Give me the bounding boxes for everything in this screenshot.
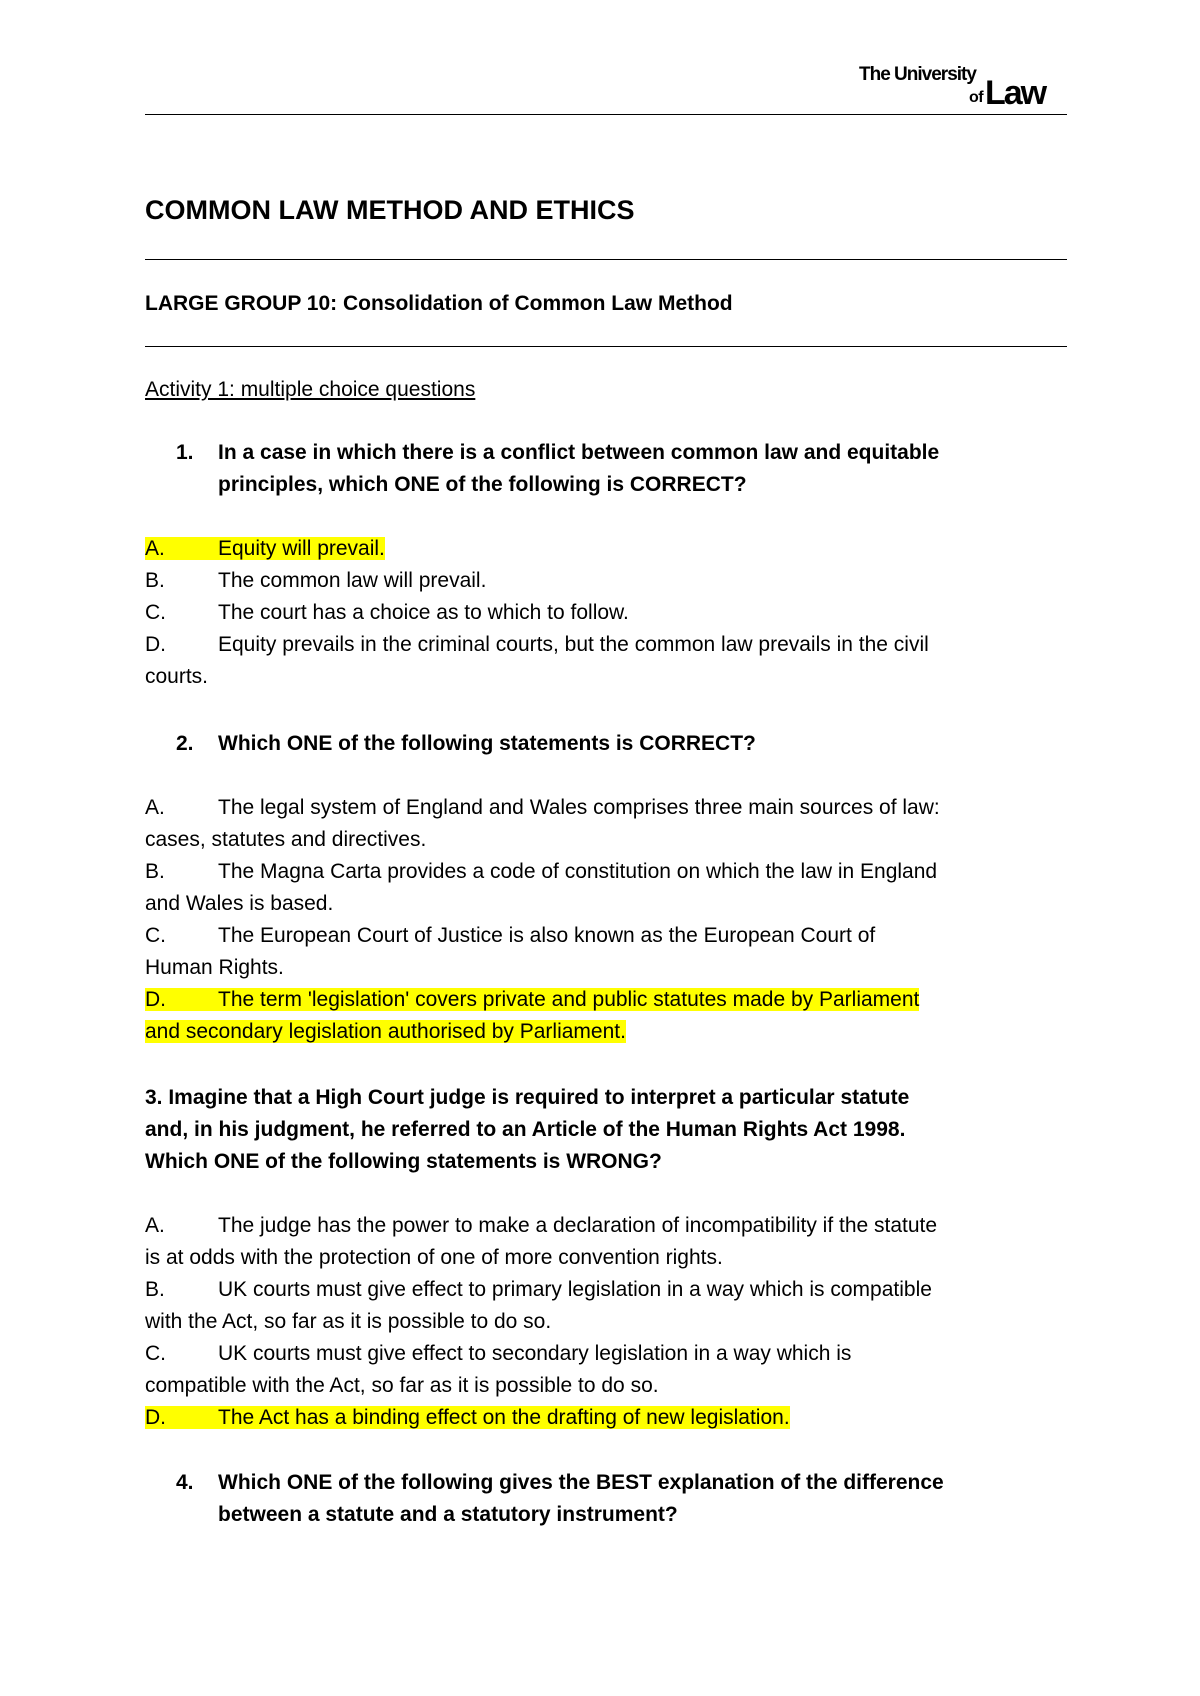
logo-of: of xyxy=(969,89,984,106)
university-of-law-logo xyxy=(859,62,1069,108)
option-label: C. xyxy=(145,1342,166,1365)
option-text: The Magna Carta provides a code of constitution on which the law in England xyxy=(218,860,938,883)
logo-line1: The University xyxy=(859,64,976,85)
option-label: D. xyxy=(145,988,166,1011)
option-1a xyxy=(145,533,1075,565)
option-2a xyxy=(145,792,1075,856)
option-label: A. xyxy=(145,537,165,560)
question-1 xyxy=(176,437,940,501)
question-number: 2. xyxy=(176,732,194,755)
question-4 xyxy=(176,1467,944,1531)
option-text: The term 'legislation' covers private and public statutes made by Parliament xyxy=(218,988,920,1011)
option-text: UK courts must give effect to secondary legislation in a way which is xyxy=(218,1342,852,1365)
header-rule xyxy=(145,114,1067,115)
option-label: D. xyxy=(145,633,166,656)
option-2b xyxy=(145,856,1075,920)
option-3c xyxy=(145,1338,1075,1402)
option-text: and secondary legislation authorised by Parliament. xyxy=(145,1020,626,1043)
question-text-line: principles, which ONE of the following is CORRECT? xyxy=(218,473,747,496)
option-text: The judge has the power to make a declaration of incompatibility if the statute xyxy=(218,1214,938,1237)
option-text: Equity will prevail. xyxy=(218,537,385,560)
question-text-line: Which ONE of the following statements is WRONG? xyxy=(145,1150,662,1173)
option-2c xyxy=(145,920,1075,984)
question-3 xyxy=(145,1082,909,1178)
option-text: cases, statutes and directives. xyxy=(145,828,427,851)
option-text: The common law will prevail. xyxy=(218,569,487,592)
option-label: B. xyxy=(145,1278,165,1301)
logo-law: Law xyxy=(985,74,1046,108)
question-number: 4. xyxy=(176,1471,194,1494)
option-label: C. xyxy=(145,601,166,624)
option-text: compatible with the Act, so far as it is possible to do so. xyxy=(145,1374,659,1397)
document-subtitle: LARGE GROUP 10: Consolidation of Common Law Method xyxy=(145,292,733,315)
option-text: The legal system of England and Wales comprises three main sources of law: xyxy=(218,796,940,819)
question-text-line: Which ONE of the following gives the BEST explanation of the difference xyxy=(218,1471,944,1494)
option-text: UK courts must give effect to primary legislation in a way which is compatible xyxy=(218,1278,932,1301)
option-label: A. xyxy=(145,796,165,819)
option-label: B. xyxy=(145,569,165,592)
option-3a xyxy=(145,1210,1075,1274)
question-text-line: In a case in which there is a conflict between common law and equitable xyxy=(218,441,940,464)
option-label: B. xyxy=(145,860,165,883)
option-text: Human Rights. xyxy=(145,956,284,979)
question-text-line: 3. Imagine that a High Court judge is required to interpret a particular statute xyxy=(145,1086,910,1109)
question-2 xyxy=(176,728,756,760)
title-rule xyxy=(145,259,1067,260)
option-text: courts. xyxy=(145,665,209,688)
document-title: COMMON LAW METHOD AND ETHICS xyxy=(145,195,635,225)
activity-heading: Activity 1: multiple choice questions xyxy=(145,378,476,401)
option-text: The Act has a binding effect on the drafting of new legislation. xyxy=(218,1406,790,1429)
option-3d xyxy=(145,1402,1075,1434)
option-1d xyxy=(145,629,1075,693)
option-1b xyxy=(145,565,1075,597)
question-number: 1. xyxy=(176,441,194,464)
option-text: is at odds with the protection of one of more convention rights. xyxy=(145,1246,723,1269)
question-text-line: Which ONE of the following statements is CORRECT? xyxy=(218,732,756,755)
option-3b xyxy=(145,1274,1075,1338)
question-text-line: and, in his judgment, he referred to an Article of the Human Rights Act 1998. xyxy=(145,1118,906,1141)
option-label: C. xyxy=(145,924,166,947)
option-text: with the Act, so far as it is possible to do so. xyxy=(145,1310,552,1333)
option-label: A. xyxy=(145,1214,165,1237)
subtitle-rule xyxy=(145,346,1067,347)
option-text: The court has a choice as to which to follow. xyxy=(218,601,629,624)
option-2d xyxy=(145,984,1075,1048)
option-label: D. xyxy=(145,1406,166,1429)
option-text: Equity prevails in the criminal courts, but the common law prevails in the civil xyxy=(218,633,929,656)
option-text: and Wales is based. xyxy=(145,892,334,915)
question-text-line: between a statute and a statutory instrument? xyxy=(218,1503,678,1526)
option-text: The European Court of Justice is also known as the European Court of xyxy=(218,924,876,947)
option-1c xyxy=(145,597,1075,629)
